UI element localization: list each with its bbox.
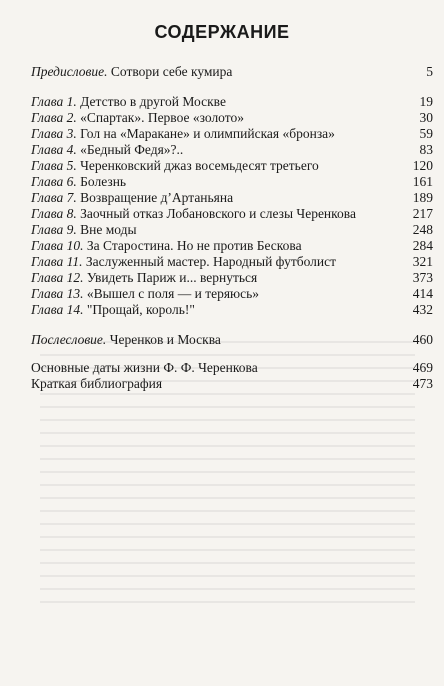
entry-title: Краткая библиография — [31, 376, 163, 391]
toc-entry — [31, 302, 435, 318]
toc-entry-afterword — [31, 332, 435, 348]
toc-entry — [31, 222, 435, 238]
entry-page-number: 373 — [412, 270, 433, 285]
entry-page-number: 432 — [412, 302, 433, 317]
entry-title: «Вышел с поля — и теряюсь» — [86, 286, 260, 301]
entry-title: Гол на «Маракане» и олимпийская «бронза» — [80, 126, 335, 141]
entry-prefix: Глава 11. — [31, 254, 83, 269]
toc-entry — [31, 190, 435, 206]
entry-page-number: 30 — [419, 110, 433, 125]
entry-prefix: Глава 10. — [31, 238, 84, 253]
entry-page-number: 19 — [419, 94, 433, 109]
entry-page-number: 59 — [419, 126, 433, 141]
entry-prefix: Глава 3. — [31, 126, 77, 141]
toc-entry-preface — [31, 64, 435, 80]
toc-entry — [31, 94, 435, 110]
entry-prefix: Глава 2. — [31, 110, 77, 125]
toc-entry — [31, 110, 435, 126]
entry-page-number: 414 — [412, 286, 433, 301]
entry-page-number: 284 — [412, 238, 433, 253]
toc-entry — [31, 142, 435, 158]
entry-prefix: Глава 7. — [31, 190, 77, 205]
entry-prefix: Послесловие. — [31, 332, 107, 347]
entry-prefix: Глава 1. — [31, 94, 77, 109]
entry-title: Болезнь — [80, 174, 127, 189]
entry-prefix: Предисловие. — [31, 64, 108, 79]
entry-page-number: 5 — [426, 64, 433, 79]
table-of-contents — [31, 64, 435, 392]
entry-page-number: 248 — [412, 222, 433, 237]
entry-prefix: Глава 5. — [31, 158, 77, 173]
chapter-list — [31, 94, 435, 318]
entry-page-number: 120 — [412, 158, 433, 173]
entry-title: Вне моды — [80, 222, 137, 237]
toc-entry — [31, 126, 435, 142]
page-title: СОДЕРЖАНИЕ — [154, 22, 290, 42]
entry-title: «Спартак». Первое «золото» — [80, 110, 244, 125]
entry-title: За Старостина. Но не против Бескова — [86, 238, 302, 253]
entry-prefix: Глава 12. — [31, 270, 84, 285]
toc-entry — [31, 238, 435, 254]
toc-entry — [31, 158, 435, 174]
toc-entry — [31, 376, 435, 392]
toc-entry — [31, 270, 435, 286]
entry-title: «Бедный Федя»?.. — [80, 142, 184, 157]
entry-title: Увидеть Париж и... вернуться — [86, 270, 258, 285]
entry-prefix: Глава 14. — [31, 302, 84, 317]
entry-title: Черенков и Москва — [109, 332, 221, 347]
entry-title: Заслуженный мастер. Народный футболист — [85, 254, 337, 269]
entry-title: Основные даты жизни Ф. Ф. Черенкова — [31, 360, 258, 375]
toc-entry — [31, 206, 435, 222]
entry-title: Сотвори себе кумира — [110, 64, 233, 79]
entry-page-number: 83 — [419, 142, 433, 157]
entry-page-number: 161 — [412, 174, 433, 189]
entry-page-number: 460 — [412, 332, 433, 347]
entry-title: Возвращение д’Артаньяна — [80, 190, 234, 205]
toc-entry — [31, 360, 435, 376]
entry-page-number: 469 — [412, 360, 433, 375]
entry-prefix: Глава 9. — [31, 222, 77, 237]
entry-title: Детство в другой Москве — [80, 94, 226, 109]
entry-page-number: 189 — [412, 190, 433, 205]
entry-title: "Прощай, король!" — [86, 302, 195, 317]
entry-title: Черенковский джаз восемьдесят третьего — [80, 158, 319, 173]
entry-page-number: 473 — [412, 376, 433, 391]
toc-entry — [31, 286, 435, 302]
toc-entry — [31, 254, 435, 270]
entry-prefix: Глава 13. — [31, 286, 84, 301]
appendix-list — [31, 360, 435, 392]
entry-prefix: Глава 4. — [31, 142, 77, 157]
toc-entry — [31, 174, 435, 190]
entry-prefix: Глава 6. — [31, 174, 77, 189]
entry-page-number: 217 — [412, 206, 433, 221]
entry-title: Заочный отказ Лобановского и слезы Черенкова — [80, 206, 356, 221]
entry-prefix: Глава 8. — [31, 206, 77, 221]
entry-page-number: 321 — [412, 254, 433, 269]
